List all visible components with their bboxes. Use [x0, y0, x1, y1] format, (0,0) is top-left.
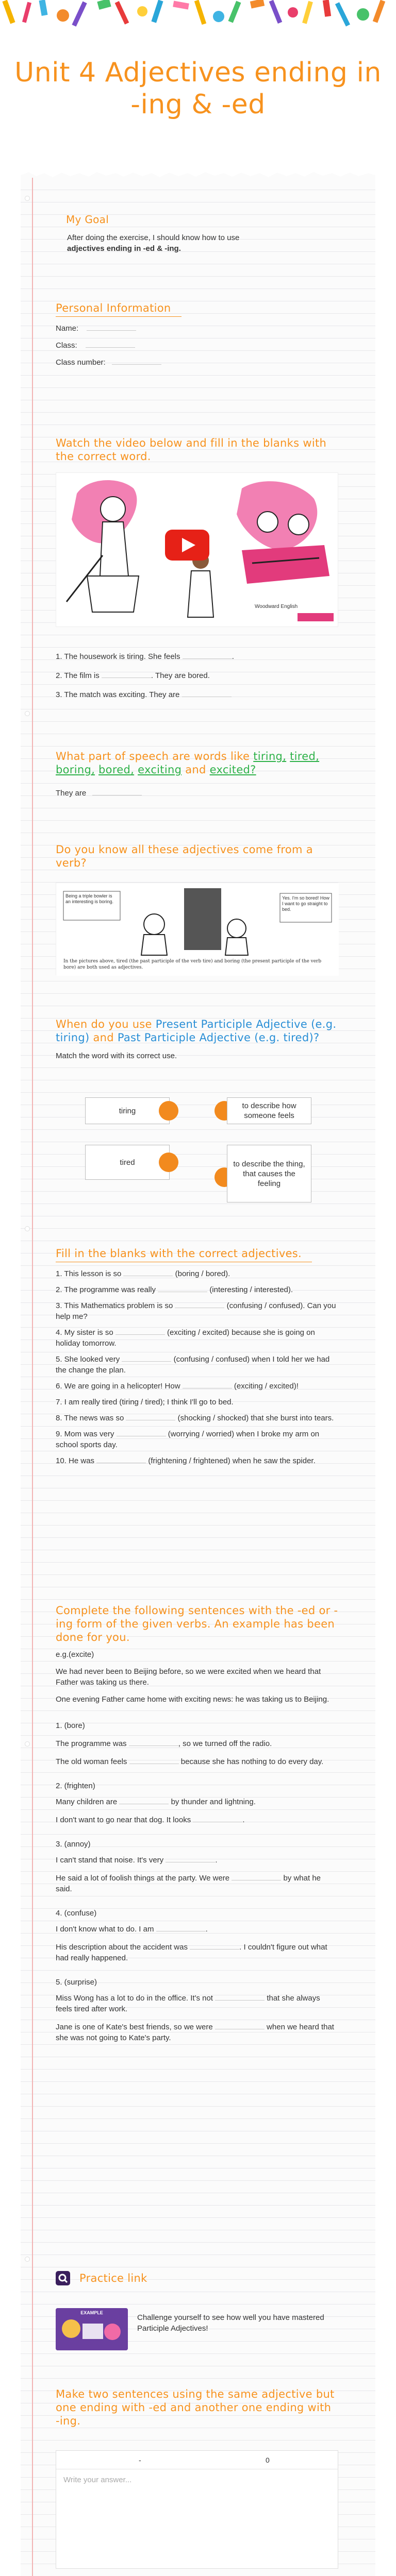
illustration-caption: In the pictures above, tired (the past participle of the verb tire) and boring (the present participle of the verb bore) are both used as adjectives.: [63, 959, 322, 970]
video-section: [56, 436, 338, 463]
complete-line: I don't know what to do. I am .: [56, 1925, 208, 1934]
video-q3: 3. The match was exciting. They are: [56, 689, 338, 700]
name-input[interactable]: [87, 324, 136, 331]
verb-label: 3. (annoy): [56, 1840, 91, 1849]
complete-input[interactable]: [129, 1739, 178, 1746]
bubble-right-text: Yes. I'm so bored! How I want to go straight to bed.: [282, 895, 329, 912]
match-connector-left-1[interactable]: [159, 1101, 178, 1121]
match-right-causes[interactable]: to describe the thing, that causes the feeling: [227, 1145, 311, 1202]
fill-input[interactable]: [126, 1413, 175, 1420]
binder-hole: [25, 1741, 30, 1747]
answer-box[interactable]: [56, 2450, 338, 2569]
complete-input[interactable]: [190, 1942, 239, 1950]
class-input[interactable]: [86, 341, 135, 348]
goal-heading: My Goal: [66, 213, 109, 226]
practice-thumb-text: EXAMPLE: [80, 2310, 103, 2315]
fill-input[interactable]: [123, 1269, 173, 1276]
verb-heading: Do you know all these adjectives come from a verb?: [56, 843, 313, 869]
complete-heading: Complete the following sentences with the -ed or -ing form of the given verbs. An example has been done for you.: [56, 1604, 338, 1643]
fill-item: 6. We are going in a helicopter! How (exciting / excited)!: [56, 1382, 299, 1391]
fill-item: 3. This Mathematics problem is so (confusing / confused). Can you help me?: [56, 1301, 336, 1321]
fill-input[interactable]: [175, 1301, 224, 1308]
personal-section: [56, 301, 338, 368]
binder-hole: [25, 2257, 30, 2262]
answer-textarea[interactable]: Write your answer...: [63, 2476, 132, 2484]
final-heading: Make two sentences using the same adjective but one ending with -ed and another one ending with -ing.: [56, 2388, 335, 2427]
complete-line: Many children are by thunder and lightning.: [56, 1798, 256, 1806]
fill-input[interactable]: [96, 1456, 146, 1463]
complete-input[interactable]: [129, 1757, 179, 1764]
complete-line: I don't want to go near that dog. It looks .: [56, 1816, 245, 1824]
complete-line: The old woman feels because she has nothing to do every day.: [56, 1757, 324, 1766]
final-section: [56, 2387, 338, 2428]
verb-label: 5. (surprise): [56, 1978, 97, 1987]
verb-label: 2. (frighten): [56, 1782, 95, 1790]
school-supplies-decoration: [0, 0, 396, 41]
class-number-input[interactable]: [112, 358, 161, 365]
complete-input[interactable]: [215, 1993, 265, 2001]
toolbar-counter: 0: [266, 2456, 270, 2464]
binder-hole: [25, 1226, 30, 1231]
fill-item: 2. The programme was really (interesting / interested).: [56, 1285, 293, 1294]
fill-item: 8. The news was so (shocking / shocked) that she burst into tears.: [56, 1414, 334, 1422]
personal-heading: Personal Information: [56, 301, 182, 317]
complete-line: His description about the accident was . I couldn't figure out what had really happened.: [56, 1943, 327, 1962]
example-1: We had never been to Beijing before, so we were excited when we heard that Father was taking us there.: [56, 1667, 321, 1687]
complete-section: [56, 1604, 338, 2043]
binder-hole: [25, 711, 30, 716]
practice-text: Challenge yourself to see how well you have mastered Participle Adjectives!: [137, 2313, 324, 2333]
fill-item: 5. She looked very (confusing / confused) when I told her we had the change the plan.: [56, 1355, 330, 1375]
speech-answer-row: They are: [56, 788, 338, 799]
complete-line: Miss Wong has a lot to do in the office. It's not that she always feels tired after work.: [56, 1994, 320, 2013]
video-q3-input[interactable]: [182, 690, 232, 697]
goal-text: After doing the exercise, I should know how to use adjectives ending in -ed & -ing.: [67, 233, 240, 253]
match-left-tiring[interactable]: tiring: [85, 1097, 170, 1124]
fill-input[interactable]: [183, 1381, 232, 1388]
video-heading: Watch the video below and fill in the blanks with the correct word.: [56, 437, 327, 463]
complete-line: The programme was , so we turned off the radio.: [56, 1739, 272, 1748]
bubble-left-text: Being a triple bowler is an interesting is boring.: [65, 893, 114, 904]
goal-section: [56, 213, 338, 254]
complete-input[interactable]: [232, 1873, 281, 1880]
complete-input[interactable]: [156, 1924, 206, 1931]
page-title: Unit 4 Adjectives ending in -ing & -ed: [14, 57, 382, 120]
complete-input[interactable]: [166, 1855, 215, 1862]
fill-input[interactable]: [122, 1354, 171, 1362]
answer-toolbar: [56, 2451, 338, 2469]
video-q2-input[interactable]: [102, 671, 151, 678]
complete-line: I can't stand that noise. It's very .: [56, 1856, 218, 1865]
fill-item: 1. This lesson is so (boring / bored).: [56, 1269, 230, 1278]
example-2: One evening Father came home with exciting news: he was taking us to Beijing.: [56, 1695, 329, 1704]
complete-input[interactable]: [193, 1815, 242, 1822]
complete-line: Jane is one of Kate's best friends, so we were when we heard that she was not going to Kate's party.: [56, 2023, 334, 2042]
fill-section: [56, 1247, 338, 1466]
fill-item: 9. Mom was very (worrying / worried) when I broke my arm on school sports day.: [56, 1430, 320, 1449]
video-q2: 2. The film is . They are bored.: [56, 671, 210, 680]
play-button[interactable]: [165, 530, 209, 561]
match-left-tired[interactable]: tired: [85, 1145, 170, 1180]
match-instruction: Match the word with its correct use.: [56, 1052, 177, 1060]
fill-item: 7. I am really tired (tiring / tired); I think I'll go to bed.: [56, 1398, 234, 1406]
fill-input[interactable]: [117, 1429, 166, 1436]
binder-hole: [25, 196, 30, 201]
speech-heading: What part of speech are words like tiring, tired, boring, bored, exciting and excited?: [56, 750, 320, 776]
participle-illustration: [56, 883, 338, 975]
speech-section: [56, 750, 338, 799]
match-section: [56, 1018, 338, 1061]
video-q1: 1. The housework is tiring. She feels .: [56, 652, 234, 661]
complete-line: He said a lot of foolish things at the party. We were by what he said.: [56, 1874, 321, 1893]
margin-line: [32, 178, 33, 2576]
video-questions: [56, 651, 338, 700]
practice-heading: Practice link: [79, 2272, 147, 2284]
class-row: Class:: [56, 340, 338, 351]
fill-input[interactable]: [116, 1328, 165, 1335]
header: [0, 0, 396, 178]
fill-heading: Fill in the blanks with the correct adjectives.: [56, 1247, 312, 1262]
search-icon: [56, 2271, 70, 2285]
verb-section: [56, 843, 338, 870]
fill-item: 10. He was (frightening / frightened) when he saw the spider.: [56, 1456, 316, 1465]
class-number-row: Class number:: [56, 357, 338, 368]
name-row: Name:: [56, 323, 338, 334]
match-connector-left-2[interactable]: [159, 1153, 178, 1172]
complete-input[interactable]: [119, 1797, 169, 1804]
verb-label: 1. (bore): [56, 1721, 85, 1730]
example-label: e.g.(excite): [56, 1650, 94, 1659]
fill-item: 4. My sister is so (exciting / excited) because she is going on holiday tomorrow.: [56, 1328, 315, 1348]
video-q1-input[interactable]: [183, 652, 232, 659]
verb-label: 4. (confuse): [56, 1909, 97, 1918]
match-right-feels[interactable]: to describe how someone feels: [227, 1097, 311, 1124]
video-caption: Woodward English: [255, 604, 298, 609]
complete-input[interactable]: [215, 2022, 265, 2029]
fill-input[interactable]: [158, 1285, 207, 1292]
speech-answer-input[interactable]: [92, 788, 142, 795]
toolbar-minus[interactable]: -: [139, 2456, 141, 2464]
practice-thumbnail[interactable]: [56, 2308, 128, 2350]
match-heading: When do you use Present Participle Adjective (e.g. tiring) and Past Participle Adjective (e.g. tired)?: [56, 1018, 337, 1044]
